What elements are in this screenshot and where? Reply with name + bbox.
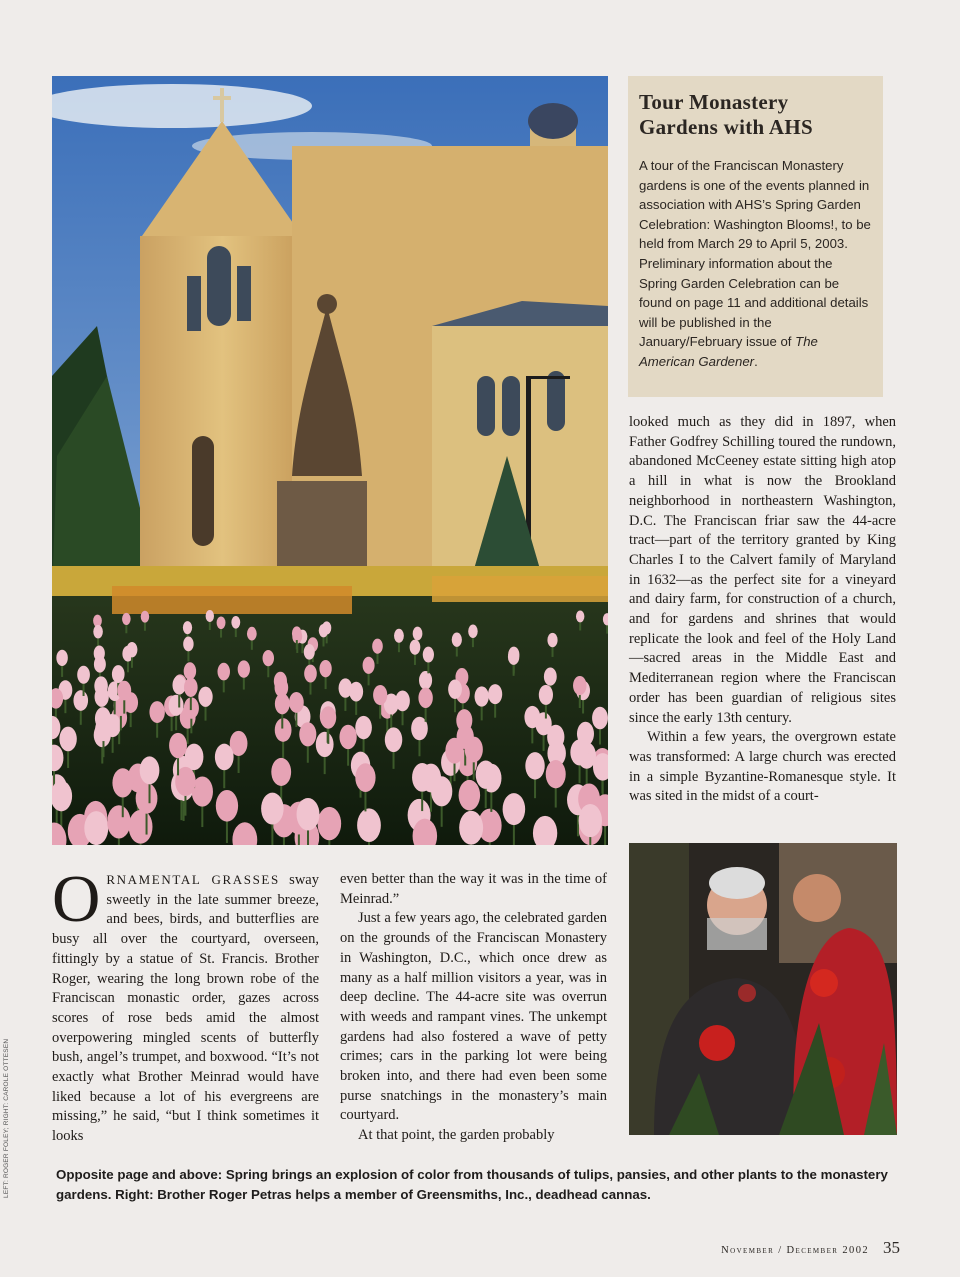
tulip-bloom bbox=[357, 808, 381, 842]
tulip-bloom bbox=[112, 768, 133, 797]
tulip-bloom bbox=[355, 763, 375, 792]
tulip-bloom bbox=[570, 739, 588, 765]
paragraph: At that point, the garden probably bbox=[358, 1127, 555, 1144]
tulip-bloom bbox=[508, 649, 519, 665]
sidebar-body bbox=[639, 156, 873, 372]
article-column-left bbox=[52, 862, 319, 1147]
lead-in-caps: RNAMENTAL GRASSES bbox=[106, 872, 280, 887]
opening-paragraph bbox=[52, 862, 319, 1147]
tulip-bloom bbox=[423, 647, 434, 663]
tulip-bloom bbox=[431, 776, 452, 806]
tulip-bloom bbox=[271, 758, 291, 786]
friar-photo-illustration bbox=[629, 843, 897, 1135]
photo-caption: Opposite page and above: Spring brings an explosion of color from thousands of tulips, pansies, and other plants to the monastery gardens. Right: Brother Roger Petras helps a member of Greensmiths, Inc., deadhead cannas. bbox=[56, 1167, 888, 1202]
tulip-bloom bbox=[169, 733, 187, 758]
tulip-bloom bbox=[475, 686, 489, 706]
tulip-bloom bbox=[172, 676, 185, 695]
tulip-bloom bbox=[141, 611, 149, 623]
tulip-bloom bbox=[73, 690, 88, 711]
tulip-bloom bbox=[413, 627, 423, 641]
tulip-bloom bbox=[579, 804, 602, 837]
tulip-bloom bbox=[127, 642, 138, 657]
tulip-bloom bbox=[218, 663, 230, 681]
tulip-bloom bbox=[385, 727, 402, 752]
tulip-bloom bbox=[183, 637, 193, 652]
tulip-bloom bbox=[77, 666, 90, 684]
tulip-bloom bbox=[547, 633, 557, 647]
tulip-bloom bbox=[261, 793, 284, 825]
tulip-bloom bbox=[231, 616, 240, 629]
tulip-bloom bbox=[419, 671, 432, 690]
tulip-bloom bbox=[299, 722, 316, 746]
paragraph: Just a few years ago, the celebrated garden on the grounds of the Franciscan Monastery in Washington, D.C., which once drew as many as a half million visitors a year, was in deep decline. The 44-acre site was overrun with weeds and rampant vines. The unkempt gardens had also fostered a wave of petty crimes; cars in the parking lot were being broken into, and there had even been some purse snatchings in the monastery’s main courtyard. bbox=[340, 910, 607, 1124]
tulip-bloom bbox=[93, 625, 103, 639]
tulip-bloom bbox=[117, 681, 131, 701]
tulip-bloom bbox=[149, 701, 164, 723]
photo-credit bbox=[3, 1038, 17, 1198]
tulip-bloom bbox=[459, 811, 483, 845]
tulip-bloom bbox=[247, 627, 257, 641]
paragraph: Within a few years, the overgrown estate was transformed: A large church was erected in a simple Byzantine-Romanesque style. It was sited in the midst of a court- bbox=[629, 729, 896, 805]
tulip-bloom bbox=[468, 625, 478, 638]
tulip-bloom bbox=[95, 687, 109, 707]
issue-date: November / December 2002 bbox=[721, 1245, 869, 1256]
tulip-bloom bbox=[339, 678, 353, 697]
tulip-bloom bbox=[319, 624, 328, 637]
tulip-bloom bbox=[573, 676, 587, 695]
tulip-bloom bbox=[395, 691, 410, 712]
tulip-bloom bbox=[546, 760, 566, 788]
right-photo bbox=[629, 843, 897, 1135]
tulip-bloom bbox=[94, 656, 106, 673]
tulip-bloom bbox=[56, 650, 67, 666]
tulip-bloom bbox=[465, 737, 483, 763]
tulip-bloom bbox=[304, 665, 317, 683]
tulip-bloom bbox=[373, 685, 387, 705]
tulip-bloom bbox=[576, 610, 584, 622]
tulip-bloom bbox=[394, 629, 404, 643]
page-number: 35 bbox=[883, 1238, 900, 1257]
tulip-bloom bbox=[292, 626, 302, 640]
article-column-right bbox=[629, 413, 896, 807]
tulip-bloom bbox=[412, 763, 432, 792]
tulip-bloom bbox=[289, 692, 304, 713]
tulip-bloom bbox=[95, 717, 112, 741]
sidebar-body-italic: The American Gardener bbox=[639, 334, 818, 369]
tulip-bloom bbox=[198, 687, 212, 707]
tulip-bloom bbox=[217, 616, 226, 629]
tulip-bloom bbox=[59, 727, 76, 752]
sidebar-box bbox=[628, 76, 883, 397]
tulip-bloom bbox=[539, 685, 553, 705]
tulip-bloom bbox=[410, 640, 421, 655]
tulip-bloom bbox=[363, 657, 375, 674]
main-photo bbox=[52, 76, 608, 845]
tulip-bloom bbox=[544, 667, 557, 685]
sidebar-body-text: A tour of the Franciscan Monastery gardens is one of the events planned in association with AHS’s Spring Garden Celebration: Washington Blooms!, to be held from March 29 to April 5, 2003. Preliminary information about the Spring Garden Celebration can be found on page 11 and additional details will be published in the January/February issue of bbox=[639, 158, 871, 350]
tulip-bloom bbox=[339, 725, 356, 749]
tulip-bloom bbox=[448, 680, 462, 700]
tulip-bloom bbox=[184, 678, 198, 697]
tulip-bloom bbox=[206, 610, 214, 622]
sidebar-title: Tour Monastery Gardens with AHS bbox=[639, 90, 813, 139]
tulip-bloom bbox=[183, 621, 192, 634]
tulip-bloom bbox=[503, 793, 526, 825]
tulip-bloom bbox=[185, 744, 204, 771]
tulip-bloom bbox=[169, 695, 184, 716]
tulip-bloom bbox=[418, 688, 432, 708]
tulip-bloom bbox=[316, 732, 334, 757]
article-column-middle bbox=[340, 870, 607, 1146]
tulip-bloom bbox=[136, 783, 158, 814]
tulip-bloom bbox=[107, 805, 131, 838]
tulip-bloom bbox=[319, 660, 331, 677]
tulip-bloom bbox=[216, 790, 238, 822]
tulip-bloom bbox=[297, 798, 320, 831]
tulip-bloom bbox=[112, 665, 125, 683]
tulip-bloom bbox=[184, 662, 196, 680]
tulip-bloom bbox=[215, 744, 234, 771]
tulip-bloom bbox=[140, 756, 160, 784]
drop-cap: O bbox=[52, 862, 101, 936]
monastery-photo-illustration bbox=[52, 76, 608, 845]
tulip-bloom bbox=[275, 693, 290, 714]
opening-text: sway sweetly in the late summer breeze, and bees, birds, and butterflies are busy all over the courtyard, overseen, fittingly by a statue of St. Francis. Brother Roger, wearing the long brown robe of the Franciscan monastic order, gazes across scores of rose beds amid the almost overpowering mingled scents of butterfly bush, angel’s trumpet, and boxwood. “It’s not exactly what Brother Meinrad would have liked because a lot of his evergreens are missing,” he said, “but I think sometimes it looks bbox=[52, 872, 319, 1145]
tulip-bloom bbox=[459, 780, 481, 811]
tulip-bloom bbox=[238, 660, 250, 677]
tulip-bloom bbox=[320, 706, 336, 728]
tulip-bloom bbox=[122, 613, 131, 625]
tulip-bloom bbox=[263, 650, 274, 666]
tulip-bloom bbox=[318, 807, 342, 840]
paragraph: looked much as they did in 1897, when Father Godfrey Schilling toured the rundown, abandoned McCeeney estate sitting high atop a hill in what is now the Brookland neighborhood in northeastern Washington, D.C. The Franciscan friar saw the 44-acre tract—part of the territory granted by King Charles I to the Calvert family of Maryland in 1632—as the perfect site for a vineyard and dairy farm, for construction of a church, and for gardens and shrines that would replicate the look and feel of the Holy Land—sacred areas in the Middle East and Mediterranean region where the Franciscan order has been guardian of religious sites since the early 13th century. bbox=[629, 414, 896, 726]
tulip-bloom bbox=[524, 706, 540, 728]
tulip-bloom bbox=[525, 752, 544, 779]
tulip-bloom bbox=[452, 632, 462, 646]
tulip-bloom bbox=[84, 811, 108, 845]
sidebar-body-end: . bbox=[754, 353, 758, 369]
tulip-bloom bbox=[355, 716, 372, 739]
tulip-bloom bbox=[372, 639, 383, 654]
page-footer bbox=[640, 1238, 900, 1258]
tulip-bloom bbox=[129, 810, 153, 844]
tulip-bloom bbox=[592, 707, 608, 730]
tulip-bloom bbox=[304, 644, 315, 660]
paragraph: even better than the way it was in the time of Meinrad.” bbox=[340, 871, 607, 907]
tulip-bloom bbox=[488, 684, 502, 704]
photo-credit-text: LEFT: ROGER FOLEY; RIGHT: CAROLE OTTESEN bbox=[3, 1038, 10, 1198]
tulip-bloom bbox=[476, 761, 496, 789]
